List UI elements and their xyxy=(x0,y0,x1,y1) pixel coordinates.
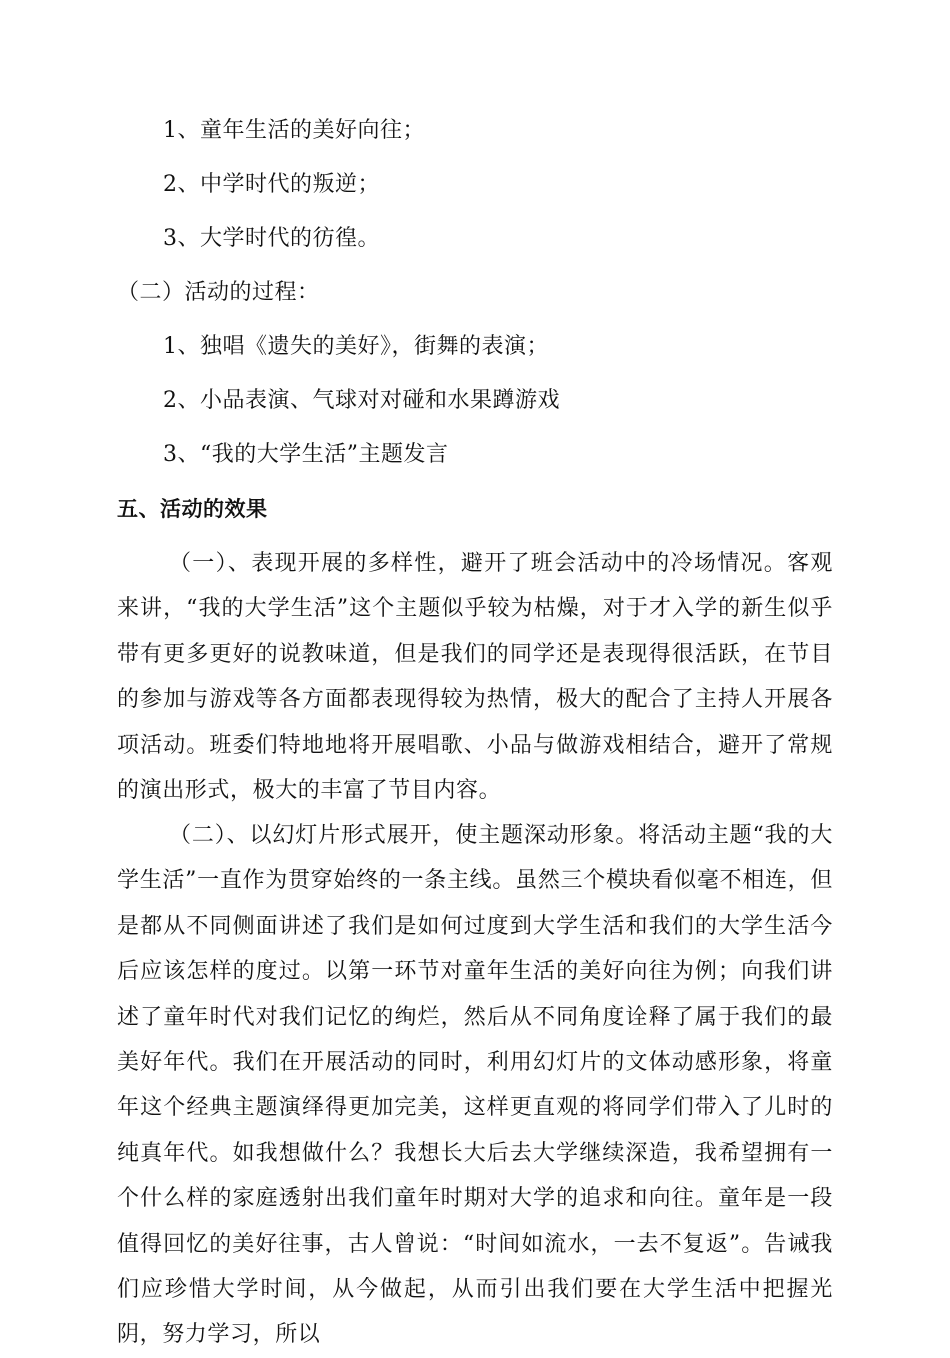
section-heading-effects: 五、活动的效果 xyxy=(117,497,268,521)
process-item-2: 2、小品表演、气球对对碰和水果蹲游戏 xyxy=(163,388,560,413)
goal-item-2: 2、中学时代的叛逆； xyxy=(163,172,380,197)
process-item-3: 3、“我的大学生活”主题发言 xyxy=(163,442,449,467)
goal-item-3: 3、大学时代的彷徨。 xyxy=(163,226,380,251)
effects-paragraph-2: （二）、以幻灯片形式展开，使主题深动形象。将活动主题“我的大学生活”一直作为贯穿始终的一条主线。虽然三个模块看似毫不相连，但是都从不同侧面讲述了我们是如何过度到大学生活和我们的大学生活今后应该怎样的度过。以第一环节对童年生活的美好向往为例；向我们讲述了童年时代对我们记忆的绚烂，然后从不同角度诠释了属于我们的最美好年代。我们在开展活动的同时，利用幻灯片的文体动感形象，将童年这个经典主题演绎得更加完美，这样更直观的将同学们带入了儿时的纯真年代。如我想做什么？我想长大后去大学继续深造，我希望拥有一个什么样的家庭透射出我们童年时期对大学的追求和向往。童年是一段值得回忆的美好往事，古人曾说：“时间如流水，一去不复返”。告诫我们应珍惜大学时间，从今做起，从而引出我们要在大学生活中把握光阴，努力学习，所以 xyxy=(117,823,833,1348)
process-item-1: 1、独唱《遗失的美好》，街舞的表演； xyxy=(163,334,549,359)
goal-item-1: 1、童年生活的美好向往； xyxy=(163,118,425,143)
effects-paragraph-1: （一）、表现开展的多样性，避开了班会活动中的冷场情况。客观来讲，“我的大学生活”这个主题似乎较为枯燥，对于才入学的新生似乎带有更多更好的说教味道，但是我们的同学还是表现得很活跃，在节目的参加与游戏等各方面都表现得较为热情，极大的配合了主持人开展各项活动。班委们特地地将开展唱歌、小品与做游戏相结合，避开了常规的演出形式，极大的丰富了节目内容。 xyxy=(117,551,833,804)
process-title: （二）活动的过程： xyxy=(117,280,320,305)
